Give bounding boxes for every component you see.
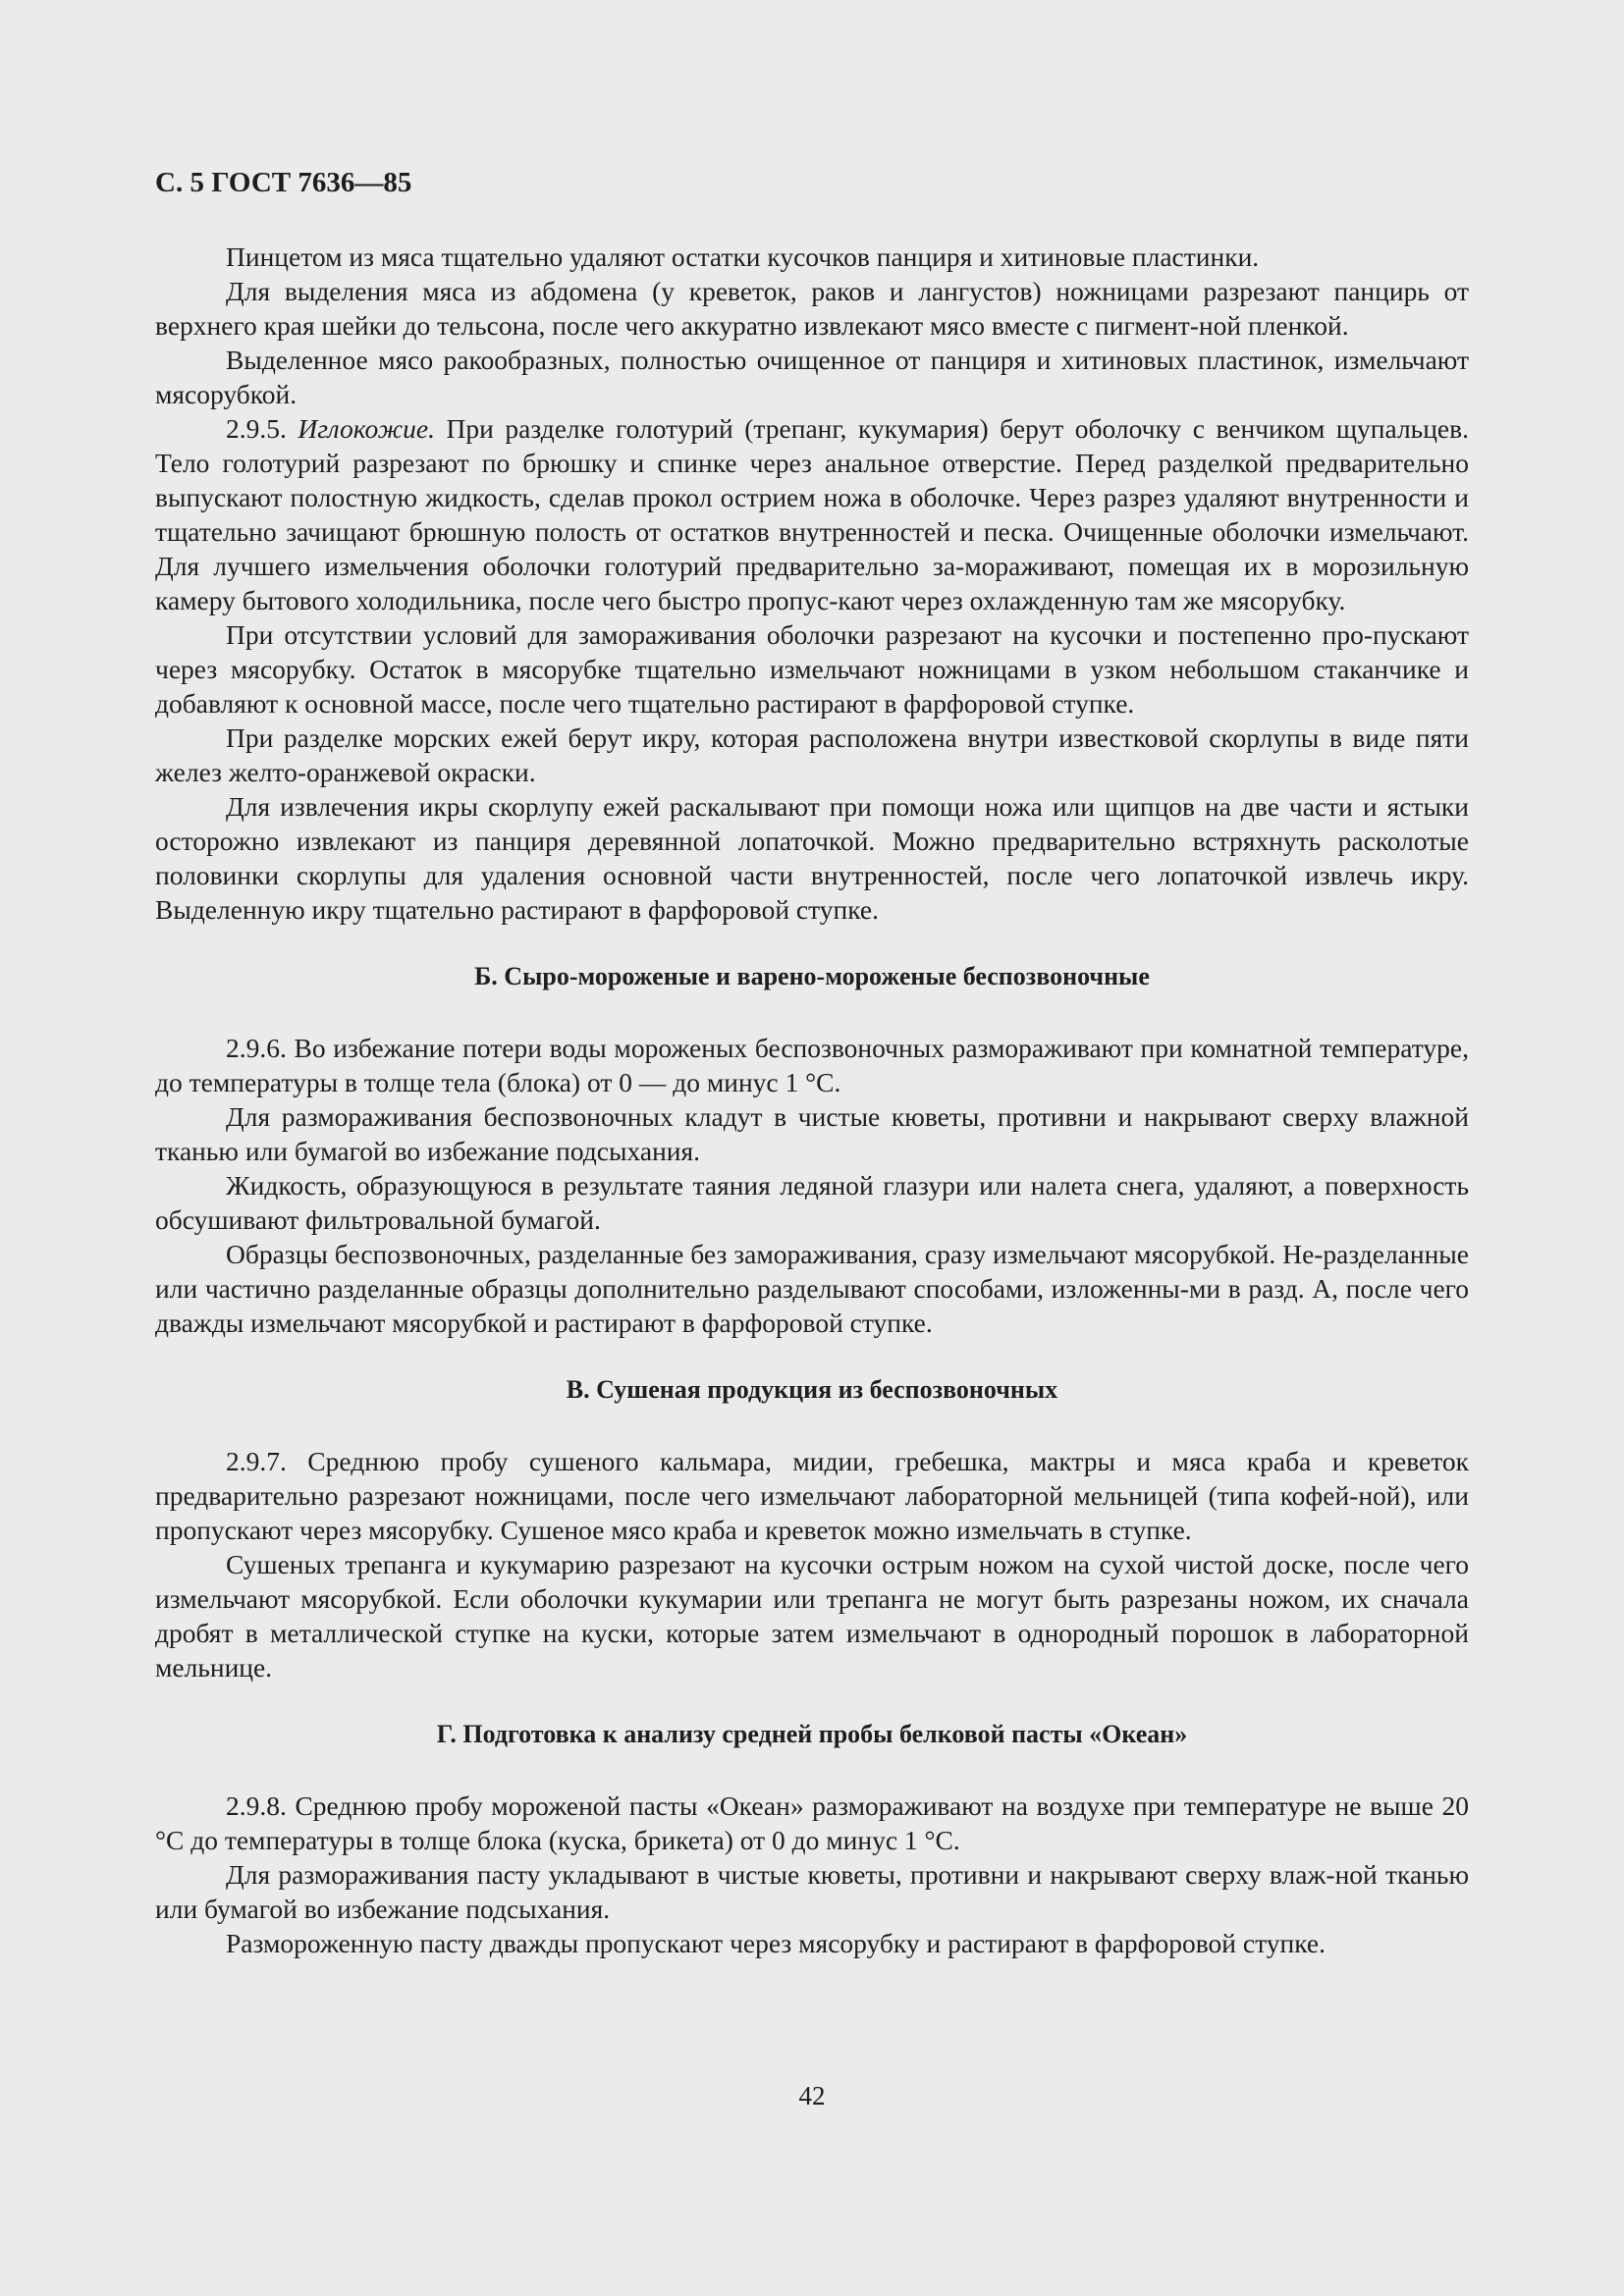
- paragraph: Для выделения мяса из абдомена (у креветок, раков и лангустов) ножницами разрезают панцирь от верхнего края шейки до тельсона, после чего аккуратно извлекают мясо вместе с пигмент-ной пленкой.: [155, 276, 1469, 341]
- paragraph: Пинцетом из мяса тщательно удаляют остатки кусочков панциря и хитиновые пластинки.: [226, 241, 1260, 272]
- section-heading-c: В. Сушеная продукция из беспозвоночных: [566, 1375, 1058, 1404]
- paragraph: Для извлечения икры скорлупу ежей раскалывают при помощи ножа или щипцов на две части и ястыки осторожно извлекают из панциря деревянной лопаточкой. Можно предварительно встряхнуть расколотые половинки скорлупы для удаления основной части внутренностей, после чего лопаточкой извлечь икру. Выделенную икру тщательно растирают в фарфоровой ступке.: [155, 791, 1469, 925]
- paragraph: Сушеных трепанга и кукумарию разрезают на кусочки острым ножом на сухой чистой доске, после чего измельчают мясорубкой. Если оболочки кукумарии или трепанга не могут быть разрезаны ножом, их сначала дробят в металлической ступке на куски, которые затем измельчают в однородный порошок в лабораторной мельнице.: [155, 1549, 1469, 1682]
- page-number: 42: [798, 2081, 826, 2110]
- page-header: С. 5 ГОСТ 7636—85: [155, 167, 412, 198]
- section-heading-b: Б. Сыро-мороженые и варено-мороженые беспозвоночные: [474, 962, 1150, 990]
- paragraph: Для размораживания беспозвоночных кладут в чистые кюветы, противни и накрывают сверху влажной тканью или бумагой во избежание подсыхания.: [155, 1101, 1469, 1166]
- paragraph: Жидкость, образующуюся в результате таяния ледяной глазури или налета снега, удаляют, а поверхность обсушивают фильтровальной бумагой.: [155, 1170, 1469, 1235]
- paragraph: При разделке морских ежей берут икру, которая расположена внутри известковой скорлупы в виде пяти желез желто-оранжевой окраски.: [155, 722, 1469, 787]
- clause-number: 2.9.5.: [226, 413, 287, 444]
- paragraph: Для размораживания пасту укладывают в чистые кюветы, противни и накрывают сверху влаж-ной тканью или бумагой во избежание подсыхания.: [155, 1859, 1469, 1924]
- paragraph: Выделенное мясо ракообразных, полностью очищенное от панциря и хитиновых пластинок, измельчают мясорубкой.: [155, 345, 1469, 409]
- paragraph: Образцы беспозвоночных, разделанные без замораживания, сразу измельчают мясорубкой. Не-разделанные или частично разделанные образцы дополнительно разделывают способами, изложенны-ми в разд. А, после чего дважды измельчают мясорубкой и растирают в фарфоровой ступке.: [155, 1239, 1469, 1338]
- paragraph: Размороженную пасту дважды пропускают через мясорубку и растирают в фарфоровой ступке.: [226, 1928, 1326, 1958]
- paragraph: 2.9.6. Во избежание потери воды мороженых беспозвоночных размораживают при комнатной температуре, до температуры в толще тела (блока) от 0 — до минус 1 °С.: [155, 1033, 1469, 1097]
- paragraph-2-9-5: [155, 411, 1469, 617]
- clause-title: Иглокожие.: [298, 413, 436, 444]
- section-heading-d: Г. Подготовка к анализу средней пробы белковой пасты «Океан»: [436, 1720, 1188, 1748]
- clause-text: При разделке голотурий (трепанг, кукумария) берут оболочку с венчиком щупальцев. Тело голотурий разрезают по брюшку и спинке через анальное отверстие. Перед разделкой предварительно выпускают полостную жидкость, сделав прокол острием ножа в оболочке. Через разрез удаляют внутренности и тщательно зачищают брюшную полость от остатков внутренностей и песка. Очищенные оболочки измельчают. Для лучшего измельчения оболочки голотурий предварительно за-мораживают, помещая их в морозильную камеру бытового холодильника, после чего быстро пропус-кают через охлажденную там же мясорубку.: [155, 413, 1470, 615]
- document-page: [155, 165, 1469, 1960]
- paragraph: При отсутствии условий для замораживания оболочки разрезают на кусочки и постепенно про-пускают через мясорубку. Остаток в мясорубке тщательно измельчают ножницами в узком небольшом стаканчике и добавляют к основной массе, после чего тщательно растирают в фарфоровой ступке.: [155, 619, 1469, 719]
- paragraph: 2.9.7. Среднюю пробу сушеного кальмара, мидии, гребешка, мактры и мяса краба и креветок предварительно разрезают ножницами, после чего измельчают лабораторной мельницей (типа кофей-ной), или пропускают через мясорубку. Сушеное мясо краба и креветок можно измельчать в ступке.: [155, 1446, 1469, 1545]
- paragraph: 2.9.8. Среднюю пробу мороженой пасты «Океан» размораживают на воздухе при температуре не выше 20 °С до температуры в толще блока (куска, брикета) от 0 до минус 1 °С.: [155, 1790, 1469, 1855]
